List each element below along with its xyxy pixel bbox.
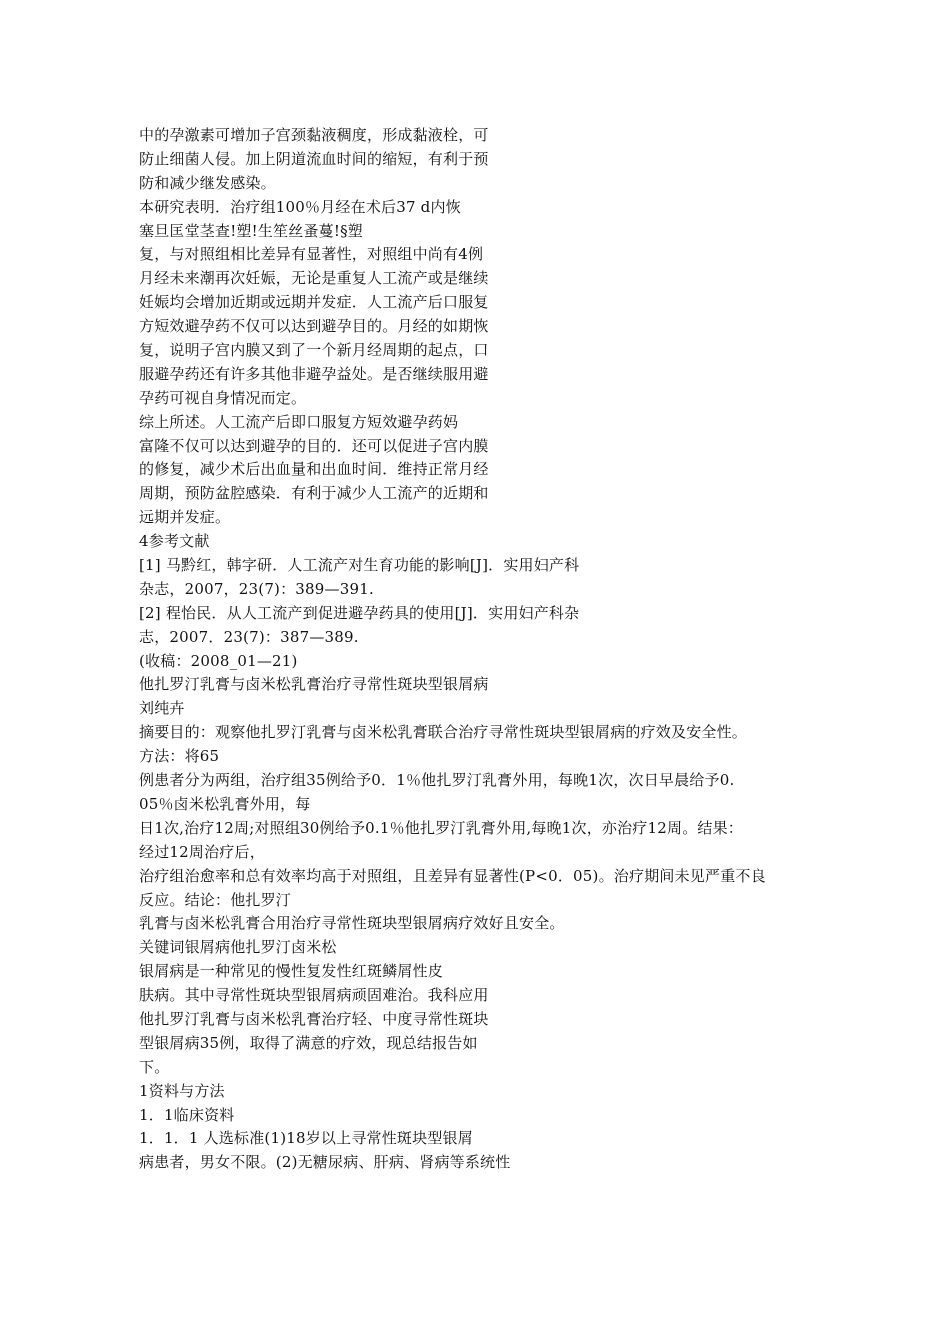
text-line: 方短效避孕药不仅可以达到避孕目的。月经的如期恢	[139, 317, 489, 336]
text-line: 综上所述。人工流产后即口服复方短效避孕药妈	[139, 412, 459, 431]
text-line: 他扎罗汀乳膏与卤米松乳膏治疗轻、中度寻常性斑块	[139, 1009, 489, 1028]
text-line: 周期，预防盆腔感染．有利于减少人工流产的近期和	[139, 484, 489, 503]
text-line: 孕药可视自身情况而定。	[139, 388, 307, 407]
text-line: 富隆不仅可以达到避孕的目的．还可以促进子宫内膜	[139, 436, 489, 455]
text-line: 银屑病是一种常见的慢性复发性红斑鳞屑性皮	[139, 962, 444, 981]
reference-item: [1] 马黔红，韩字研．人工流产对生育功能的影响[J]．实用妇产科	[139, 556, 580, 575]
text-line: 本研究表明．治疗组100％月经在术后37 d内恢	[139, 197, 461, 216]
text-line: 型银屑病35例，取得了满意的疗效，现总结报告如	[139, 1033, 478, 1052]
abstract-line: 例患者分为两组，治疗组35例给予0．1％他扎罗汀乳膏外用，每晚1次，次日早晨给予0.	[139, 771, 735, 790]
text-line: 下。	[139, 1057, 170, 1076]
text-line: 的修复，减少术后出血量和出血时间．维持正常月经	[139, 460, 489, 479]
text-line: 远期并发症。	[139, 508, 231, 527]
document-page	[139, 124, 839, 1175]
text-line: 月经未来潮再次妊娠，无论是重复人工流产或是继续	[139, 269, 489, 288]
keywords-line: 关键词银屑病他扎罗汀卤米松	[139, 938, 337, 957]
reference-item: 杂志，2007，23(7)：389—391.	[139, 579, 374, 598]
reference-item: 志，2007．23(7)：387—389.	[139, 627, 359, 646]
section-heading: 1资料与方法	[139, 1081, 225, 1100]
text-line: 1．1．1 人选标准(1)18岁以上寻常性斑块型银屑	[139, 1129, 473, 1148]
abstract-line: 摘要目的：观察他扎罗汀乳膏与卤米松乳膏联合治疗寻常性斑块型银屑病的疗效及安全性。	[139, 723, 748, 742]
abstract-line: 治疗组治愈率和总有效率均高于对照组，且差异有显著性(P<0．05)。治疗期间未见严重不良	[139, 866, 766, 885]
article-author: 刘纯卉	[139, 699, 185, 718]
abstract-line: 05％卤米松乳膏外用，每	[139, 794, 311, 813]
subsection-heading: 1．1临床资料	[139, 1105, 235, 1124]
text-line: 中的孕激素可增加子宫颈黏液稠度，形成黏液栓，可	[139, 126, 489, 144]
text-line: 病患者，男女不限。(2)无糖尿病、肝病、肾病等系统性	[139, 1153, 511, 1172]
text-line: 复，说明子宫内膜又到了一个新月经周期的起点，口	[139, 341, 489, 360]
abstract-line: 反应。结论：他扎罗汀	[139, 890, 292, 909]
reference-item: [2] 程怡民．从人工流产到促进避孕药具的使用[J]．实用妇产科杂	[139, 603, 580, 622]
text-line: 复，与对照组相比差异有显著性，对照组中尚有4例	[139, 245, 484, 264]
article-title: 他扎罗汀乳膏与卤米松乳膏治疗寻常性斑块型银屑病	[139, 675, 489, 694]
received-date: (收稿：2008_01—21)	[139, 651, 298, 670]
text-line: 服避孕药还有许多其他非避孕益处。是否继续服用避	[139, 364, 489, 383]
text-line: 防和减少继发感染。	[139, 173, 276, 192]
text-line: 妊娠均会增加近期或远期并发症．人工流产后口服复	[139, 293, 489, 312]
abstract-line: 经过12周治疗后，	[139, 842, 265, 861]
text-line: 肤病。其中寻常性斑块型银屑病顽固难治。我科应用	[139, 986, 489, 1005]
abstract-line: 乳膏与卤米松乳膏合用治疗寻常性斑块型银屑病疗效好且安全。	[139, 914, 565, 933]
text-line: 防止细菌人侵。加上阴道流血时间的缩短，有利于预	[139, 149, 489, 168]
abstract-line: 日1次,治疗12周;对照组30例给予0.1％他扎罗汀乳膏外用,每晚1次，亦治疗12周。结果：	[139, 818, 743, 837]
abstract-line: 方法：将65	[139, 747, 220, 766]
references-heading: 4参考文献	[139, 532, 210, 551]
garbled-text-line: 塞旦匡堂茎查!塑!生笙丝蚤蔓!§塑	[139, 221, 363, 240]
